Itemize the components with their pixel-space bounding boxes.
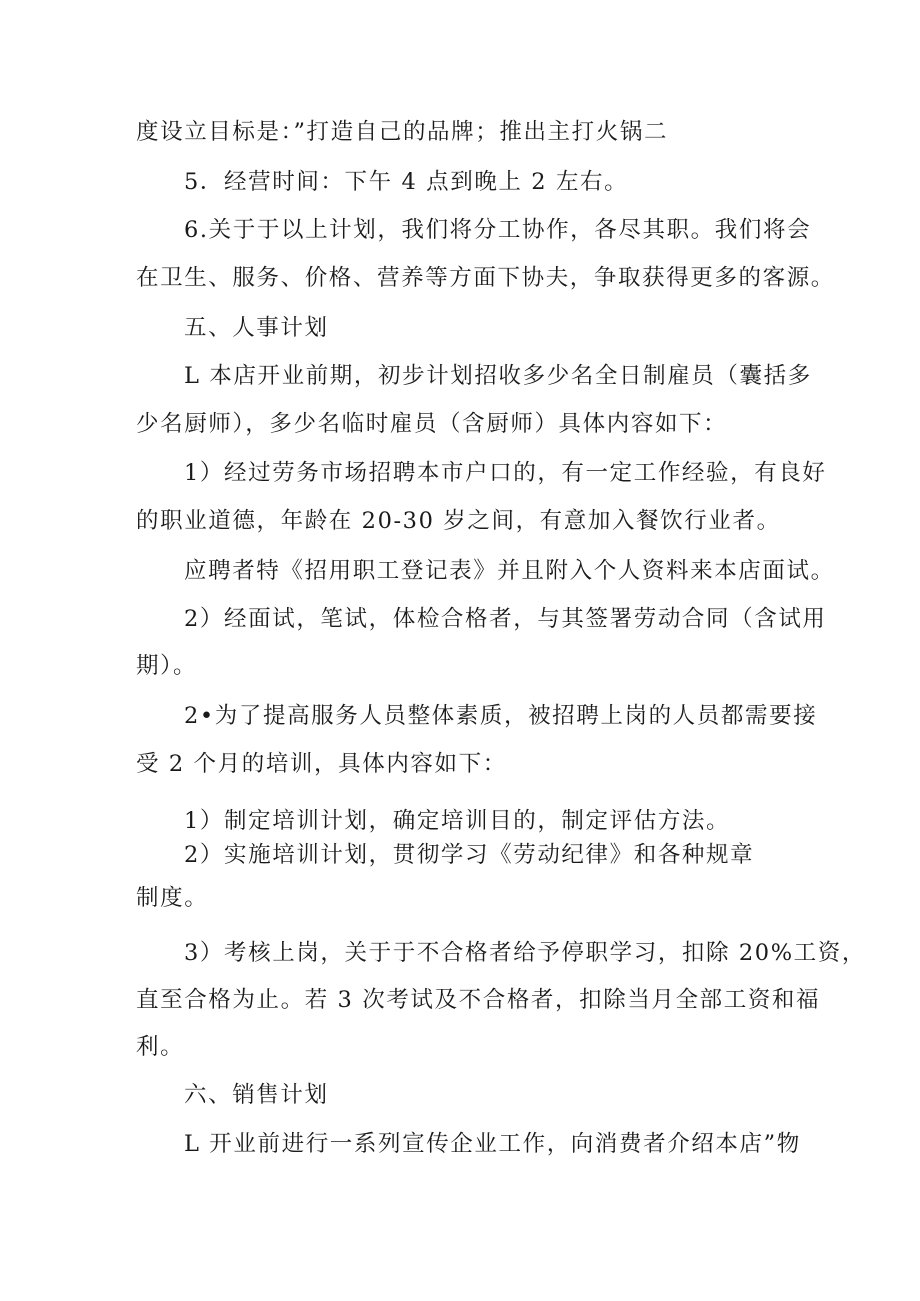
paragraph-line: 受 2 个月的培训，具体内容如下：: [136, 751, 507, 777]
paragraph-line: 应聘者特《招用职工登记表》并且附入个人资料来本店面试。: [184, 558, 835, 584]
paragraph-line: 制度。: [136, 885, 209, 911]
paragraph-line: 1）经过劳务市场招聘本市户口的，有一定工作经验，有良好: [184, 460, 827, 486]
paragraph-line: 2）经面试，笔试，体检合格者，与其签署劳动合同（含试用: [184, 606, 827, 632]
paragraph-line: 的职业道德，年龄在 20-30 岁之间，有意加入餐饮行业者。: [136, 508, 781, 534]
paragraph-line: 2•为了提高服务人员整体素质，被招聘上岗的人员都需要接: [184, 703, 818, 729]
paragraph-line: 1）制定培训计划，确定培训目的，制定评估方法。: [184, 808, 731, 834]
paragraph-line: 5．经营时间：下午 4 点到晚上 2 左右。: [184, 169, 629, 195]
section-heading: 六、销售计划: [184, 1082, 329, 1108]
paragraph-line: L 开业前进行一系列宣传企业工作，向消费者介绍本店”物: [184, 1131, 801, 1157]
paragraph-line: 6.关于于以上计划，我们将分工协作，各尽其职。我们将会: [184, 217, 812, 243]
paragraph-line: 利。: [136, 1034, 185, 1060]
section-heading: 五、人事计划: [184, 315, 329, 341]
paragraph-line: 在卫生、服务、价格、营养等方面下协夫，争取获得更多的客源。: [136, 265, 835, 291]
paragraph-line: 度设立目标是：”打造自己的品牌；推出主打火锅二: [136, 119, 669, 145]
paragraph-line: L 本店开业前期，初步计划招收多少名全日制雇员（囊括多: [184, 363, 812, 389]
paragraph-line: 期）。: [136, 653, 198, 679]
paragraph-line: 2）实施培训计划，贯彻学习《劳动纪律》和各种规章: [184, 842, 755, 868]
paragraph-line: 直至合格为止。若 3 次考试及不合格者，扣除当月全部工资和福: [136, 987, 821, 1013]
paragraph-line: 少名厨师），多少名临时雇员（含厨师）具体内容如下：: [136, 411, 728, 437]
paragraph-line: 3）考核上岗，关于于不合格者给予停职学习，扣除 20%工资，: [184, 940, 866, 966]
